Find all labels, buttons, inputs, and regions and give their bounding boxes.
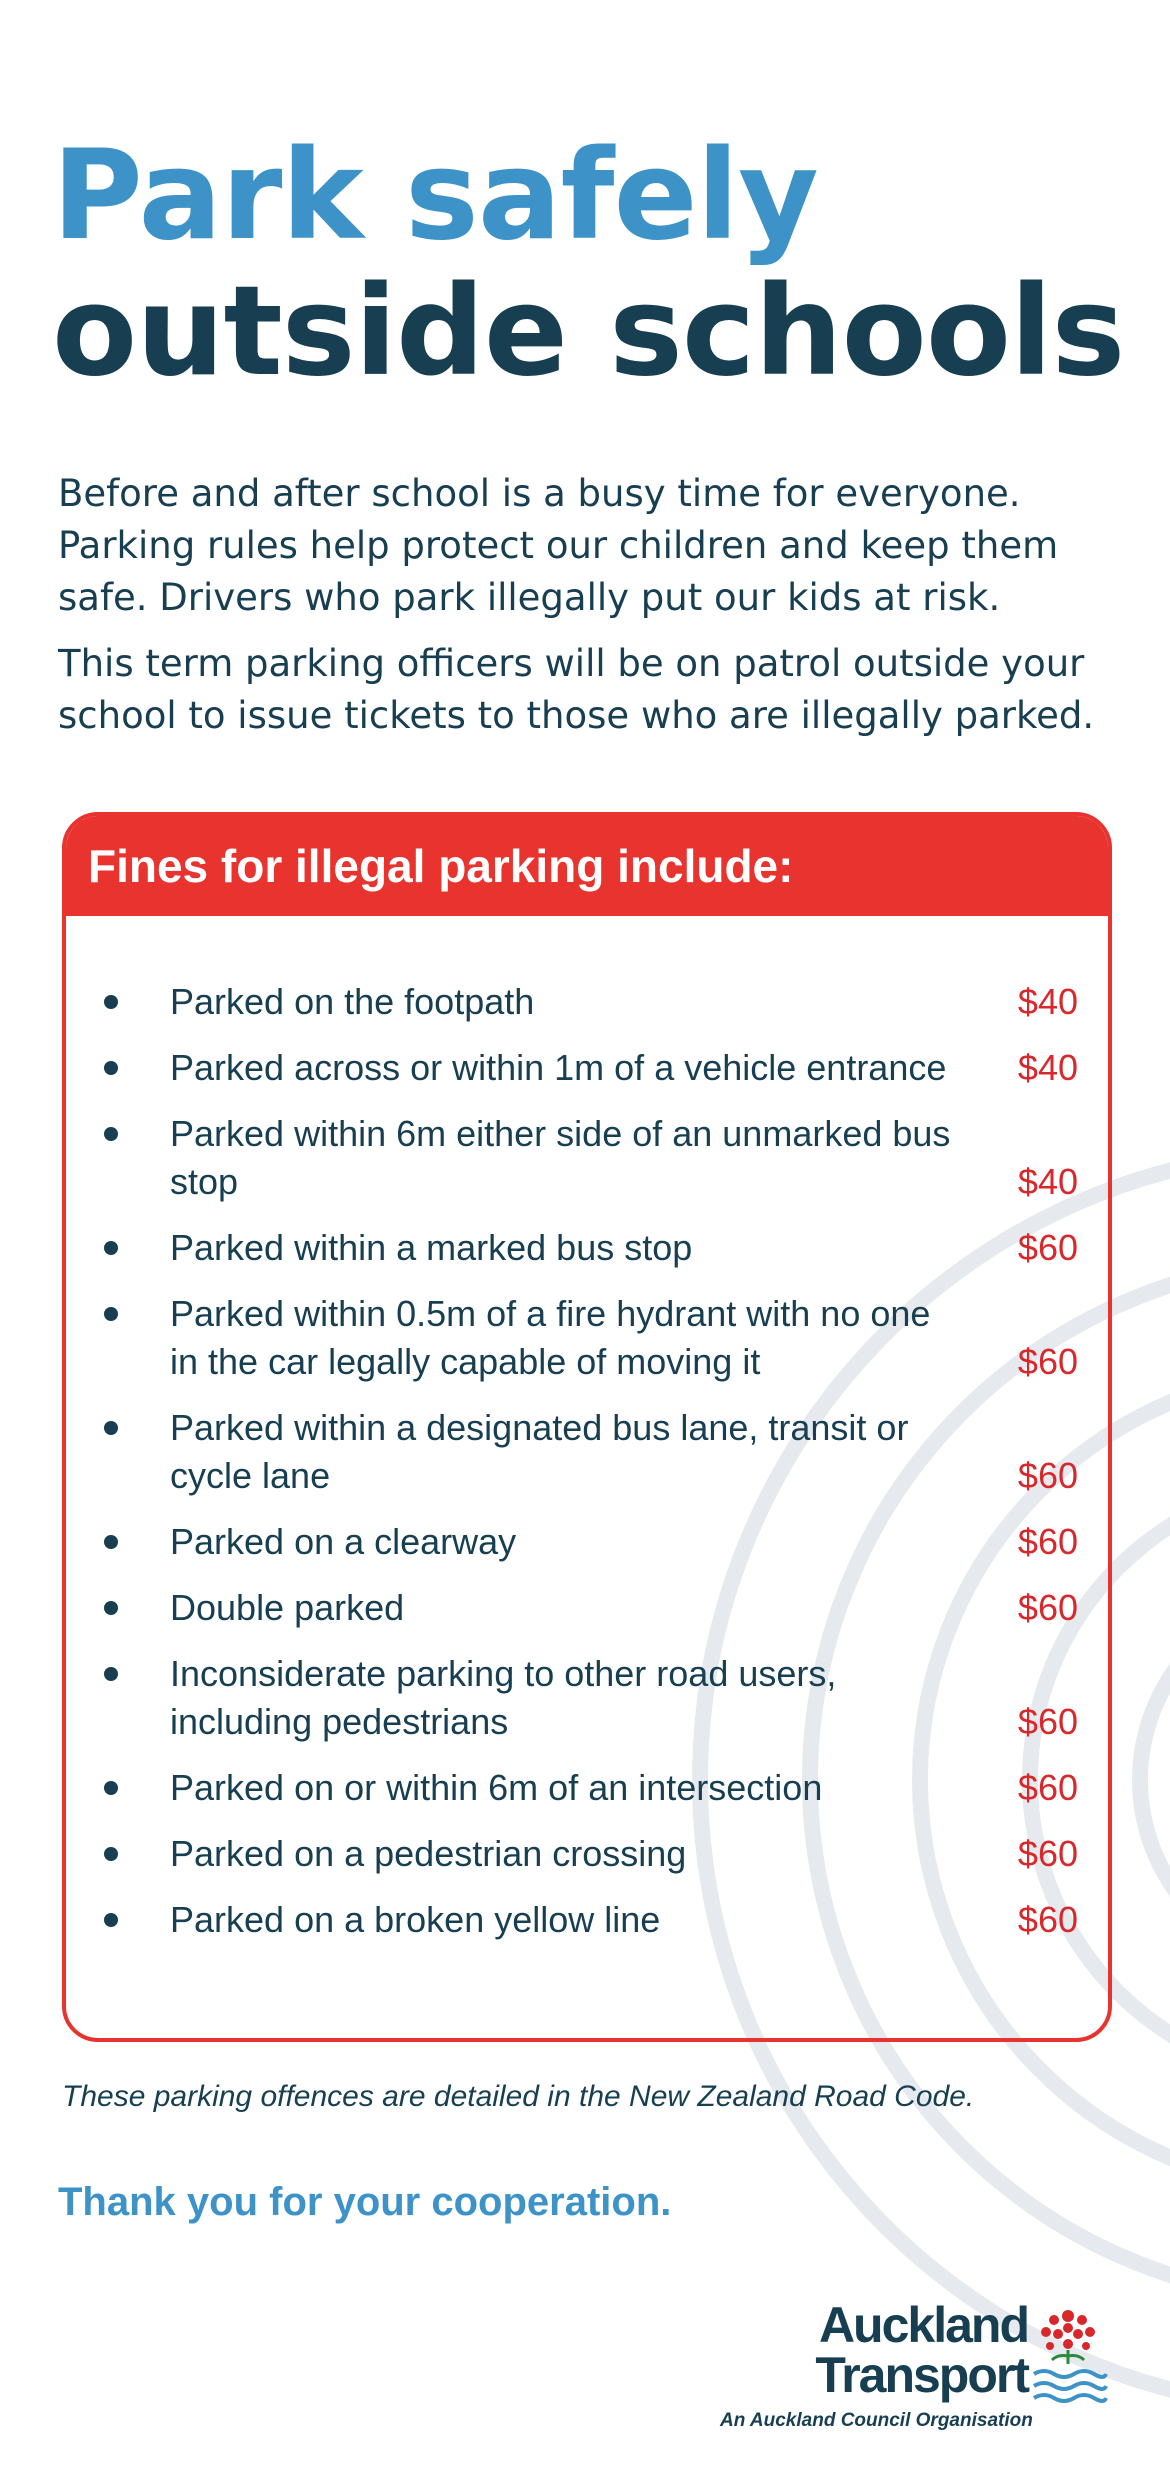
fine-item (96, 1830, 1078, 1878)
bullet-icon (96, 1044, 170, 1075)
bullet-icon (96, 978, 170, 1009)
bullet-icon (96, 1896, 170, 1927)
fine-description: Parked on a pedestrian crossing (170, 1833, 687, 1874)
page-headline (52, 124, 1125, 404)
logo-name-line-1: Auckland (818, 2297, 1028, 2353)
pohutukawa-flower-icon (1028, 2298, 1108, 2408)
fine-item (96, 1584, 1078, 1632)
bullet-icon (96, 1224, 170, 1255)
bullet-icon (96, 1110, 170, 1141)
intro-paragraph-2: This term parking officers will be on patrol outside your school to issue tickets to those who are illegally parked. (58, 642, 1095, 737)
fine-amount: $60 (1017, 1767, 1078, 1808)
fines-list (66, 916, 1108, 1944)
fine-amount: $40 (1017, 1161, 1078, 1202)
fine-item (96, 978, 1078, 1026)
fine-description: Parked on the footpath (170, 981, 535, 1022)
road-code-note: These parking offences are detailed in the New Zealand Road Code. (62, 2080, 975, 2113)
fine-amount: $60 (1017, 1701, 1078, 1742)
intro-paragraph-1: Before and after school is a busy time for everyone. Parking rules help protect our children and keep them safe. Drivers who park illegally put our kids at risk. (58, 472, 1059, 619)
fine-amount: $60 (1017, 1899, 1078, 1940)
bullet-icon (96, 1650, 170, 1681)
logo-subtitle: An Auckland Council Organisation (720, 2410, 1033, 2431)
fine-item (96, 1224, 1078, 1272)
fine-item (96, 1404, 1078, 1500)
bullet-icon (96, 1830, 170, 1861)
bullet-icon (96, 1404, 170, 1435)
fine-amount: $60 (1017, 1341, 1078, 1382)
fines-header (66, 816, 1108, 916)
fine-description: Parked on a broken yellow line (170, 1899, 661, 1940)
bullet-icon (96, 1764, 170, 1795)
fine-description: Parked on or within 6m of an intersection (170, 1767, 823, 1808)
bullet-icon (96, 1584, 170, 1615)
fine-item (96, 1290, 1078, 1386)
fine-description: Parked within a marked bus stop (170, 1227, 693, 1268)
bullet-icon (96, 1518, 170, 1549)
fine-amount: $60 (1017, 1521, 1078, 1562)
fine-item (96, 1650, 1078, 1746)
fine-amount: $60 (1017, 1833, 1078, 1874)
headline-line-1: Park safely (52, 124, 818, 268)
logo-name-line-2: Transport (815, 2347, 1028, 2403)
fine-description: Parked within a designated bus lane, transit or cycle lane (170, 1407, 909, 1496)
fine-description: Parked across or within 1m of a vehicle entrance (170, 1047, 947, 1088)
logo-wordmark (815, 2297, 1028, 2403)
fine-item (96, 1518, 1078, 1566)
fine-item (96, 1110, 1078, 1206)
bullet-icon (96, 1290, 170, 1321)
fine-amount: $40 (1017, 981, 1078, 1022)
fines-panel (62, 812, 1112, 2042)
fine-amount: $40 (1017, 1047, 1078, 1088)
auckland-transport-logo (720, 2290, 1120, 2440)
fine-item (96, 1764, 1078, 1812)
fine-amount: $60 (1017, 1227, 1078, 1268)
intro-text (58, 468, 1118, 756)
fine-item (96, 1896, 1078, 1944)
fine-description: Parked on a clearway (170, 1521, 517, 1562)
thank-you-message: Thank you for your cooperation. (58, 2180, 672, 2224)
fine-amount: $60 (1017, 1455, 1078, 1496)
fine-description: Inconsiderate parking to other road users, including pedestrians (170, 1653, 837, 1742)
fine-amount: $60 (1017, 1587, 1078, 1628)
fines-heading: Fines for illegal parking include: (88, 840, 794, 892)
fine-description: Parked within 6m either side of an unmarked bus stop (170, 1113, 951, 1202)
fine-description: Double parked (170, 1587, 405, 1628)
fine-item (96, 1044, 1078, 1092)
headline-line-2: outside schools (52, 260, 1125, 404)
fine-description: Parked within 0.5m of a fire hydrant with no one in the car legally capable of moving it (170, 1293, 931, 1382)
